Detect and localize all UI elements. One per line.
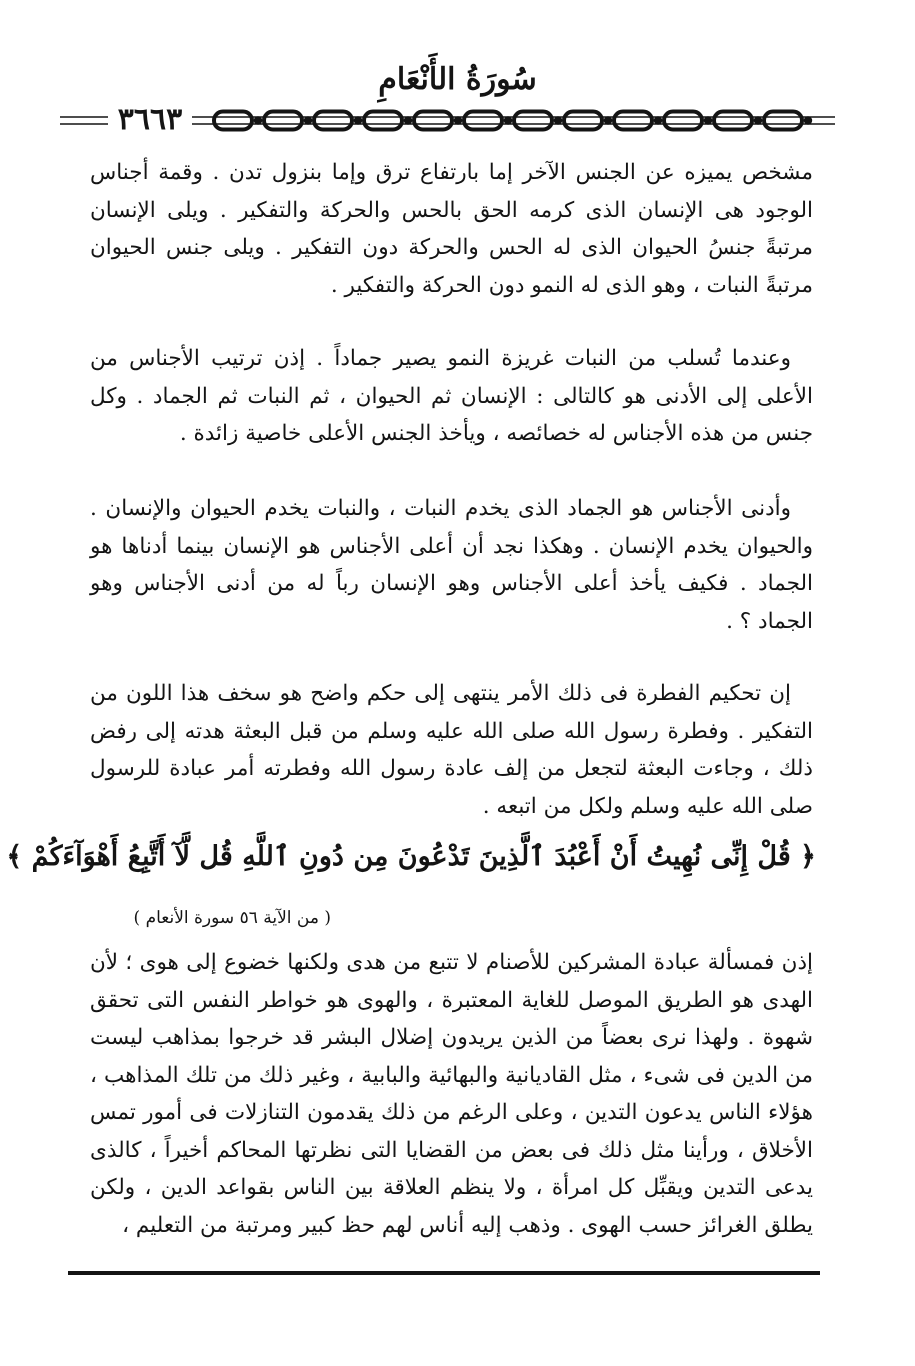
chain-bead xyxy=(604,116,612,124)
paragraph-3 xyxy=(90,490,813,640)
chain-bead xyxy=(554,116,562,124)
chain-bead xyxy=(454,116,462,124)
chain-bead xyxy=(754,116,762,124)
chain-link xyxy=(364,112,402,130)
paragraph-text: إن تحكيم الفطرة فى ذلك الأمر ينتهى إلى حكم واضح هو سخف هذا اللون من التفكير . وفطرة رسول الله صلى الله عليه وسلم من قبل البعثة هدته إلى رفض ذلك ، وجاءت البعثة لتجعل من إلف عادة رسول الله وفطرته أمر عبادة للرسول صلى الله عليه وسلم ولكل من اتبعه . xyxy=(90,681,813,819)
chain-bead xyxy=(504,116,512,124)
chain-bead xyxy=(354,116,362,124)
paragraph-text: مشخص يميزه عن الجنس الآخر إما بارتفاع ترق وإما بنزول تدن . وقمة أجناس الوجود هى الإنسان الذى كرمه الحق بالحس والحركة والتفكير . ويلى الإنسان مرتبةً جنسُ الحيوان الذى له الحس والحركة دون التفكير . ويلى جنس الحيوان مرتبةً النبات ، وهو الذى له النمو دون الحركة والتفكير . xyxy=(90,160,813,298)
footer-rule xyxy=(68,1271,820,1275)
chain-bead xyxy=(254,116,262,124)
chain-bead xyxy=(304,116,312,124)
chain-link xyxy=(664,112,702,130)
chain-link xyxy=(264,112,302,130)
chain-bead xyxy=(804,116,812,124)
surah-title: سُورَةُ الأَنْعَامِ xyxy=(378,62,537,97)
paragraph-2 xyxy=(90,340,813,453)
chain-link xyxy=(764,112,802,130)
chain-link xyxy=(214,112,252,130)
paragraph-4 xyxy=(90,675,813,825)
quran-verse: ﴿ قُلْ إِنِّى نُهِيتُ أَنْ أَعْبُدَ ٱلَّذِينَ تَدْعُونَ مِن دُونِ ٱللَّهِ قُل لَّآ أَتَّبِعُ أَهْوَآءَكُمْ ﴾ xyxy=(6,841,816,872)
chain-bead xyxy=(404,116,412,124)
paragraph-5 xyxy=(90,944,813,1244)
chain-link xyxy=(614,112,652,130)
paragraph-text: إذن فمسألة عبادة المشركين للأصنام لا تتبع من هدى ولكنها خضوع إلى هوى ؛ لأن الهدى هو الطريق الموصل للغاية المعتبرة ، والهوى هو خواطر النفس التى تحقق شهوة . ولهذا نرى بعضاً من الذين يريدون إضلال البشر قد خرجوا بمذاهب ليست من الدين فى شىء ، مثل القاديانية والبهائية والبابية ، وغير ذلك من تلك المذاهب ، هؤلاء الناس يدعون التدين ، وعلى الرغم من ذلك يقدمون التنازلات فى أمور تمس الأخلاق ، ورأينا مثل ذلك فى بعض من القضايا التى نظرتها المحاكم أخيراً ، كالذى يدعى التدين ويقبِّل كل امرأة ، ولا ينظم العلاقة بين الناس بقواعد الدين ، ولكن يطلق الغرائز حسب الهوى . وذهب إليه أناس لهم حظ كبير ومرتبة من التعليم ، xyxy=(90,950,813,1238)
paragraph-1 xyxy=(90,154,813,304)
paragraph-text: وعندما تُسلب من النبات غريزة النمو يصير جماداً . إذن ترتيب الأجناس من الأعلى إلى الأدنى هو كالتالى : الإنسان ثم الحيوان ، ثم النبات ثم الجماد . وكل جنس من هذه الأجناس له خصائصه ، ويأخذ الجنس الأعلى خاصية زائدة . xyxy=(90,346,813,446)
chain-link xyxy=(464,112,502,130)
chain-link xyxy=(314,112,352,130)
chain-bead xyxy=(654,116,662,124)
chain-link xyxy=(564,112,602,130)
chain-link xyxy=(514,112,552,130)
verse-reference: ( من الآية ٥٦ سورة الأنعام ) xyxy=(133,908,331,928)
chain-link xyxy=(414,112,452,130)
page-number: ٣٦٦٣ xyxy=(108,104,192,136)
paragraph-text: وأدنى الأجناس هو الجماد الذى يخدم النبات ، والنبات يخدم الحيوان والإنسان . والحيوان يخدم الإنسان . وهكذا نجد أن أعلى الأجناس هو الإنسان بينما أدناها هو الجماد . فكيف يأخذ أعلى الأجناس وهو الإنسان رباً له من أدنى الأجناس وهو الجماد ؟ . xyxy=(90,496,813,634)
chain-bead xyxy=(704,116,712,124)
chain-link xyxy=(714,112,752,130)
